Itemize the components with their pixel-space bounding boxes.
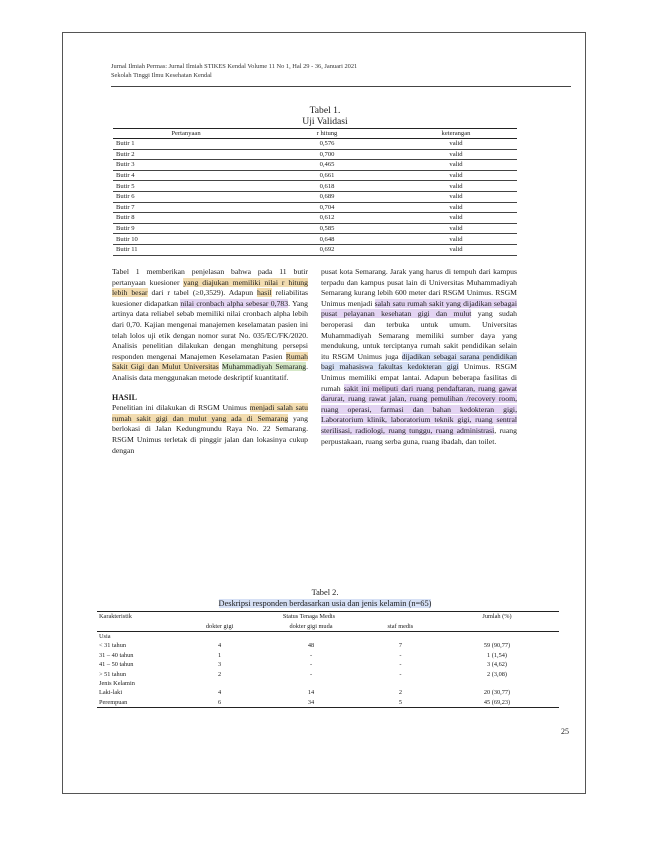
table1-cell: valid	[395, 160, 517, 171]
table1-body	[113, 139, 517, 256]
journal-header	[111, 63, 571, 80]
table2-cell: 14	[307, 689, 315, 697]
table2-cell: 6	[183, 698, 256, 708]
highlighted-text: menjadi salah satu rumah sakit gigi dan mulut yang ada di Semarang	[112, 403, 308, 423]
body-text: pusat kota Semarang. Jarak yang harus di tempuh dari kampus terpadu dan kampus pusat lain di Universitas Muhammadiyah Semarang kurang lebih 600 meter dari RSGM Unimus. RSGM Unimus menjadi	[321, 267, 517, 308]
table1-cell: Butir 7	[113, 202, 259, 213]
table2-caption-2	[63, 598, 587, 609]
table1-cell: Butir 2	[113, 149, 259, 160]
body-text: yang berlokasi di Jalan Kedungmundu Raya No. 22 Semarang. RSGM Unimus terletak di pinggir jalan dan lokasinya cukup dengan	[112, 413, 308, 455]
table1-cell: Butir 4	[113, 170, 259, 181]
table2-header-empty	[435, 621, 559, 631]
table2-cell: 2	[218, 670, 222, 678]
highlighted-text: Rumah Sakit Gigi dan Mulut Universitas	[112, 351, 308, 372]
table1-cell: Butir 9	[113, 223, 259, 234]
table2-cell: 48	[307, 642, 315, 650]
table1-row	[113, 191, 517, 202]
table2-caption-1: Tabel 2.	[311, 588, 339, 597]
table1-cell: Butir 6	[113, 191, 259, 202]
table1-cell: 0,648	[259, 234, 395, 245]
table1-cell: valid	[395, 202, 517, 213]
document-page	[62, 32, 586, 794]
table2-cell: Laki-laki	[99, 689, 123, 697]
section-title-hasil: HASIL	[112, 392, 137, 402]
header-divider	[111, 86, 571, 87]
table1-cell: 0,465	[259, 160, 395, 171]
table2-cell: < 31 tahun	[99, 642, 126, 650]
table2-cell: 1	[218, 651, 222, 659]
table2-cell: -	[309, 670, 313, 678]
table1-cell: Butir 8	[113, 213, 259, 224]
table2-cell: 45 (69,23)	[435, 698, 559, 708]
table2-cell: 4	[218, 642, 222, 650]
paragraph-results-validity	[112, 267, 308, 384]
table1-cell: Butir 5	[113, 181, 259, 192]
table1-cell: 0,704	[259, 202, 395, 213]
table1-cell: valid	[395, 234, 517, 245]
table2-group-label: Usia	[99, 632, 111, 640]
page-number: 25	[561, 727, 569, 736]
table1-cell: 0,700	[259, 149, 395, 160]
table2-cell: 20 (30,77)	[483, 689, 511, 697]
table2-row	[97, 660, 559, 669]
table1-cell: valid	[395, 139, 517, 150]
table1-col-header: r hitung	[259, 129, 395, 139]
body-text: dari r tabel (≥0,3529). Adapun	[147, 288, 258, 298]
table1-caption-2: Uji Validasi	[302, 116, 348, 127]
table2-cell: 1 (1,54)	[487, 651, 507, 659]
table2-row	[97, 688, 559, 697]
header-line-2: Sekolah Tinggi Ilmu Kesehatan Kendal	[111, 71, 212, 79]
table2-subheader: dokter gigi muda	[256, 621, 366, 631]
left-text-column	[112, 267, 308, 456]
table1-cell: valid	[395, 149, 517, 160]
table1-cell: Butir 1	[113, 139, 259, 150]
table2-cell: Perempuan	[97, 698, 183, 708]
table1-cell: Butir 3	[113, 160, 259, 171]
table1-row	[113, 149, 517, 160]
table1-row	[113, 139, 517, 150]
highlighted-text: yang diajukan memiliki nilai r hitung lebih besar	[112, 277, 308, 298]
table2-cell: -	[309, 661, 313, 669]
table2-header-jumlah: Jumlah (%)	[435, 612, 559, 622]
table1-cell: 0,576	[259, 139, 395, 150]
table1-cell: 0,618	[259, 181, 395, 192]
table2-group-row	[97, 631, 559, 641]
table1-cell: valid	[395, 223, 517, 234]
table2-cell: 3 (4,62)	[487, 661, 507, 669]
table2-subheader: staf medis	[366, 621, 435, 631]
table2-body	[97, 631, 559, 707]
body-text: Unimus. RSGM Unimus memiliki empat lantai. Adapun beberapa fasilitas di rumah	[321, 362, 517, 393]
table1-row	[113, 202, 517, 213]
right-text-column	[321, 267, 517, 447]
table2-header-karakteristik: Karakteristik	[97, 612, 183, 622]
highlighted-text: nilai cronbach alpha sebesar 0,783	[180, 298, 289, 308]
body-text: . Yang artinya data reliabel sebab memiliki nilai cronbach alpha lebih dari 0,70. Kajian mengenai manajemen keselamatan pasien ini telah lolos uji etik dengan nomor surat No. 035/EC/FK/2020. Analisis penelitian dilakukan dengan menghitung persepsi responden mengenai Manajemen Keselamatan Pasien	[112, 298, 308, 361]
table1-cell: 0,692	[259, 244, 395, 255]
table1-row	[113, 234, 517, 245]
table2-cell: 3	[218, 661, 222, 669]
header-line-1: Jurnal Ilmiah Permas: Jurnal Ilmiah STIKES Kendal Volume 11 No 1, Hal 29 - 36, Januari 2021	[111, 63, 358, 70]
table2-caption-2-text: Deskripsi responden berdasarkan usia dan jenis kelamin (n=65)	[218, 599, 432, 608]
body-text: reliabilitas kuesioner didapatkan	[112, 288, 308, 308]
table2-cell: 41 – 50 tahun	[99, 661, 134, 669]
table1-row	[113, 181, 517, 192]
table2-row	[97, 651, 559, 660]
paragraph-location	[112, 403, 308, 456]
table2-cell: 4	[218, 689, 222, 697]
table1-cell: valid	[395, 244, 517, 255]
table2-subheader: dokter gigi	[183, 621, 256, 631]
table1-cell: valid	[395, 181, 517, 192]
body-text: yang sudah beroperasi dan terbuka untuk umum. Universitas Muhammadiyah Semarang memiliki sumber daya yang mendukung, untuk terciptanya rumah sakit pendidikan selain itu RSGM Unimus juga	[321, 309, 517, 361]
table2-group-row	[97, 679, 559, 688]
validity-table	[113, 128, 517, 256]
table2-cell: 2	[398, 689, 402, 697]
table2-cell: 59 (90,77)	[483, 642, 511, 650]
table1-cell: Butir 10	[113, 234, 259, 245]
table2-group-label: Jenis Kelamin	[99, 679, 135, 687]
table2-cell: -	[399, 651, 402, 659]
table1-caption-1: Tabel 1.	[309, 105, 341, 116]
table1-col-header: keterangan	[395, 129, 517, 139]
highlighted-text: dijadikan sebagai sarana pendidikan bagi mahasiswa fakultas kedokteran gigi	[321, 351, 517, 372]
body-text: . Analisis data menggunakan metode deskriptif kuantitatif.	[112, 362, 308, 382]
paragraph-facilities	[321, 267, 517, 447]
body-text: Tabel 1 memberikan penjelasan bahwa pada 11 butir pertanyaan kuesioner	[112, 267, 308, 287]
table1-row	[113, 223, 517, 234]
table2-cell: -	[309, 651, 313, 659]
table2-row	[97, 698, 559, 708]
table2-header-empty	[97, 621, 183, 631]
table2-row	[97, 641, 559, 650]
table1-col-header: Pertanyaan	[113, 129, 259, 139]
respondent-table	[97, 611, 559, 708]
highlighted-text: sakit ini meliputi dari ruang pendaftaran, ruang gawat darurat, ruang rawat jalan, ruang pemulihan /recovery room, ruang operasi, farmasi dan bahan kedokteran gigi, Laboratorium klinik, laboratorium teknik gigi, ruang sentral sterilisasi, radiologi, ruang tunggu, ruang administrasi	[321, 383, 517, 435]
table1-cell: 0,585	[259, 223, 395, 234]
body-text: , ruang perpustakaan, ruang serba guna, ruang ibadah, dan toilet.	[321, 425, 517, 446]
table2-cell: -	[399, 661, 402, 669]
table1-cell: 0,661	[259, 170, 395, 181]
table1-cell: valid	[395, 191, 517, 202]
table2-header-status: Status Tenaga Medis	[183, 612, 435, 622]
table1-cell: valid	[395, 170, 517, 181]
table1-row	[113, 160, 517, 171]
table1-cell: valid	[395, 213, 517, 224]
table2-cell: > 51 tahun	[99, 670, 126, 678]
table1-row	[113, 213, 517, 224]
table1-row	[113, 170, 517, 181]
table2-cell: 7	[398, 642, 402, 650]
table2-cell: 34	[256, 698, 366, 708]
table2-row	[97, 669, 559, 678]
table1-cell: 0,689	[259, 191, 395, 202]
highlighted-text: salah satu rumah sakit yang dijadikan sebagai pusat pelayanan kesehatan gigi dan mulut	[321, 298, 517, 319]
table1-cell: Butir 11	[113, 244, 259, 255]
table1-row	[113, 244, 517, 255]
table2-cell: -	[399, 670, 402, 678]
highlighted-text: hasil	[257, 288, 272, 298]
body-text: Penelitian ini dilakukan di RSGM Unimus	[112, 403, 250, 413]
table1-cell: 0,612	[259, 213, 395, 224]
highlighted-text: Muhammadiyah Semarang	[221, 362, 307, 372]
table2-cell: 2 (3,08)	[487, 670, 507, 678]
table2-cell: 5	[366, 698, 435, 708]
table2-cell: 31 – 40 tahun	[99, 651, 134, 659]
